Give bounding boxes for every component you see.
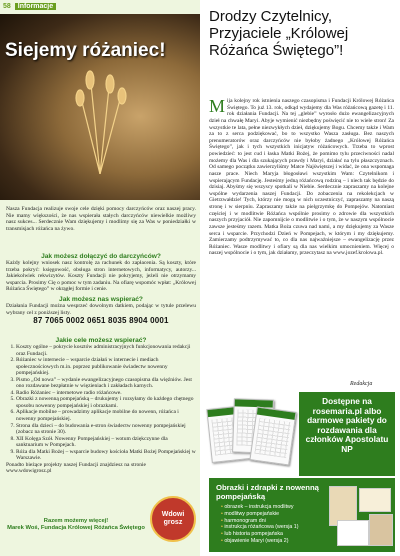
- list-item: 7. Strona dla dzieci – do budowania e-stron świadectw nowenny pompejańskiej (zobacz na stronie 30).: [16, 423, 196, 436]
- drop-cap: M: [209, 96, 226, 116]
- list-item: 8. XII Kolęga Szół. Nowenny Pompejańskiej – wotum dziękczynne dla sanktuarium w Pompejach.: [16, 436, 196, 449]
- prayer-card-image: [359, 488, 391, 512]
- help-heading: Jak możesz dołączyć do darczyńców?: [41, 253, 161, 260]
- badge-label: Wdowi grosz: [161, 511, 185, 526]
- page-header: [0, 0, 200, 14]
- promo-available-box: Dostępne na rosemaria.pl albo darmowe pakiety do rozdawania dla członków Apostolatu NP: [299, 392, 395, 476]
- thanks-block: [6, 518, 146, 532]
- list-item: • lub historia pompejańska: [221, 531, 331, 538]
- prayer-card-image: [369, 514, 393, 546]
- intro-text: Nasza Fundacja realizuje swoje cele dzięki pomocy darczyńców oraz naszej pracy. Nie mamy większości, że nas wspierała stałych darczyńców niewielkie możliwy nasz sukces... Serdecznie Wam dziękujemy i modlimy się za Was w poniedziałki w transmisjach różańca na żywo.: [6, 206, 196, 233]
- promo-title: Obrazki i zdrapki z nowenną pompejańską: [216, 483, 319, 501]
- wheat-icon: [60, 64, 140, 174]
- thanks-line: Razem możemy więcej!: [43, 518, 109, 524]
- bank-account-number: 87 7065 0002 0651 8035 8904 0001: [33, 316, 169, 326]
- list-item: 5. Obrazki z nowenną pompejańską – drukujemy i rozsyłamy do każdego chętnego sposobu nowenny pompejańskiej i obrazkami.: [16, 396, 196, 409]
- support-section: [6, 296, 196, 325]
- list-item: 4. Radio Różaniec – internetowe radio różańcowe.: [16, 390, 196, 397]
- letter-signature: Redakcja: [350, 381, 373, 387]
- title-line: Przyjaciele „Królowej: [209, 25, 349, 42]
- outro-text: Ponadto bieżące projekty naszej Fundacji znajdziesz na stronie www.wdowigrosz.pl: [6, 461, 146, 475]
- list-item: 3. Pismo „Od nowa” – wydanie ewangelizacyjnego czasopisma dla więźniów. Jest ono rozdawane bezpłatnie w więzieniach i zakładach karnych.: [16, 377, 196, 390]
- wdowi-grosz-badge: [150, 496, 196, 542]
- title-line: Różańca Świętego”!: [209, 42, 344, 59]
- support-text: Działania Fundacji można wesprzeć dowolnym datkiem, podając w tytule przelewu wybrany cel z poniższej listy.: [6, 303, 196, 316]
- list-item: • obrazek – instrukcja modlitwy: [221, 504, 331, 511]
- list-item: • harmonogram dni: [221, 518, 331, 525]
- section-label: Informacje: [15, 3, 56, 10]
- title-line: Drodzy Czytelnicy,: [209, 8, 333, 25]
- prayer-card-image: [337, 520, 369, 546]
- promo-prayer-cards: [209, 478, 395, 552]
- page-number: 58: [3, 3, 11, 10]
- list-item: 1. Koszty ogólne – pokrycie kosztów administracyjnych funkcjonowania redakcji oraz Fundacji.: [16, 344, 196, 357]
- right-page: [200, 0, 400, 556]
- list-item: • objawienie Maryi (wersja 2): [221, 538, 331, 545]
- signature-line: Marek Woś, Fundacja Królowej Różańca Świętego: [7, 525, 145, 531]
- goals-heading: Jakie cele możesz wspierać?: [55, 337, 147, 344]
- list-item: 9. Róża dla Matki Bożej – wsparcie budowy kościoła Matki Bożej Pompejańskiej w Warszawie.: [16, 449, 196, 462]
- help-text: Każdy kolejny wniosek nasz kontrolę za rachunek do zapłacenia. Są koszty, które trzeba pokryć: księgowość, obsługa stron internetowych, informatycy, autorzy... Jakiekolwiek rekwizytów. Koszty Fundacji nie pokryjemy, jeżeli nie otrzymamy wsparcia. Prosimy Cię o pomoc w tym zadaniu. Na ofiarę wspomóc wpłat: „Królowej Różańca Świętego” w okrągłej formie i cenie.: [6, 260, 196, 293]
- promo-list: [213, 504, 331, 545]
- letter-body: [209, 98, 394, 257]
- list-item: • instrukcja różańcowa (wersja 1): [221, 524, 331, 531]
- booklet-images: [209, 393, 294, 466]
- list-item: 2. Różaniec w internecie – wsparcie działań w internecie i mediach społecznościowych m.in. poprzez publikowanie świadectw nowenny pompejańskiej.: [16, 357, 196, 377]
- list-item: 6. Aplikacje mobilne – prowadzimy aplikacje mobilne do nowenn, różańca i nowenny pompejańskiej.: [16, 409, 196, 422]
- page-title: Siejemy różaniec!: [5, 40, 166, 61]
- support-heading: Jak możesz nas wspierać?: [59, 296, 143, 303]
- list-item: • modlitwy pompejańskie: [221, 511, 331, 518]
- prayer-card-images: [329, 486, 391, 546]
- booklet-image: [249, 406, 296, 465]
- goals-section: [6, 337, 196, 475]
- help-section: [6, 253, 196, 293]
- letter-title: [209, 8, 395, 59]
- hero-image: [0, 14, 200, 200]
- letter-text: ija kolejny rok istnienia naszego czasopisma i Fundacji Królowej Różańca Świętego. To już 13. rok, odkąd wydajemy dla Was różańcową gazetę i 11. rok działania Fundacji. Na tej „glebie” wyrosło dużo ewangelizacyjnych dzieł na chwałę Maryi. Abyje wymienić niezbędny poświęcić nie to wiele stron! Za wszystkie te lata, pełne niezwykłych dzieł, dziękujemy Bogu. Chcemy także i Wam za to z serca podziękować, bo to wszystko Wasza zasługa. Bez naszych prenumeratorów oraz darczyńców nie byłoby żadnego „Królowej Różańca Świętego”, jak i tych wszystkich inicjatyw różańcowych. Trzeba to wprost powiedzieć: to jest cud i łaska Matki Bożej, że pomimo tylu przeciwności nadal możemy dla Was i dla szukających prawdy i Maryi, działać na tylu płaszczyznach. Od samego początku zawierzyliśmy Matce Najświętszej i widać, że ona wspomaga nasze prace. Niech Maryja błogosławi wszystkim Wam: Czytelnikom i wspierającym Fundację. Jesteśmy jedną różańcową rodziną – i niech tak będzie do dzisiaj. Abyśmy się wszyscy spotkali w Niebie. Serdecznie zapraszamy na kolejne wspólne wydarzenia naszej Fundacji. Do zobaczenia na rekolekcjach w Gietrzwałdzie! Tych, którzy nie mogą w nich uczestniczyć, zapraszamy na naszą stronę i w sierpniu. Zapraszamy także na pielgrzymkę do Pompejów. Natomiast częściej i w modlitwie Różańca wspólnie prosimy o zdrowie dla wszystkich naszych przyjaciół. Nie zapomnijcie o modlitwie i o tym, że w naszym wspólnocie zawsze jesteśmy razem. Matka Boża czuwa nad nami, a my dziękujemy za Wasze serca i wsparcie. Przychodzi Dzień w Pompejach, w którym i my dziękujemy. Zamierzamy podtrzymywać to, co dla nas najważniejsze – ewangelizację przez Różaniec. Wasze modlitwy i ofiary są dla nas wielkim umocnieniem. Więcej o naszej wspólnocie i o tym, jak działamy, przeczytasz na www.jozef.krolowa.pl.: [209, 98, 394, 257]
- goals-list: [6, 344, 196, 462]
